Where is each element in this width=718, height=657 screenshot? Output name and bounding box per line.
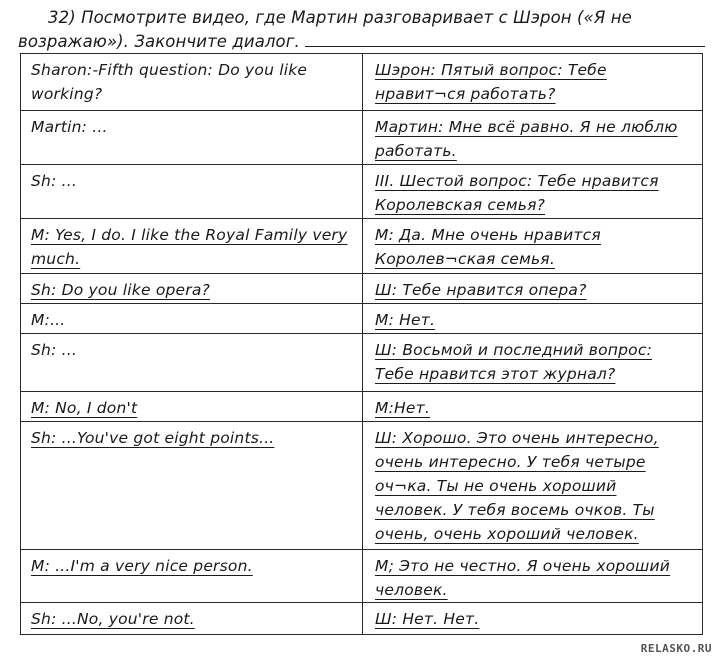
task-text: Посмотрите видео, где Мартин разговаривает с Шэрон («Я не возражаю»). Закончите диалог. (18, 8, 632, 51)
table-row (21, 165, 703, 219)
english-cell: Sharon:-Fifth question: Do you like working? (21, 54, 363, 111)
table-row (21, 422, 703, 550)
english-cell: Sh: ...No, you're not. (21, 603, 363, 635)
english-cell: M:... (21, 304, 363, 334)
russian-cell: Ш: Тебе нравится опера? (363, 274, 703, 304)
site-watermark: RELASKO.RU (640, 642, 712, 655)
english-cell: Martin: ... (21, 111, 363, 165)
english-cell: Sh: ... (21, 165, 363, 219)
english-cell: M: Yes, I do. I like the Royal Family very much. (21, 219, 363, 274)
russian-cell: Шэрон: Пятый вопрос: Тебе нравит¬ся работать? (363, 54, 703, 111)
russian-cell: Ш: Хорошо. Это очень интересно, очень интересно. У тебя четыре оч¬ка. Ты не очень хороший человек. У тебя восемь очков. Ты очень, очень хороший человек. (363, 422, 703, 550)
table-row (21, 603, 703, 635)
dialog-table (20, 53, 703, 635)
table-row (21, 392, 703, 422)
russian-cell: М: Нет. (363, 304, 703, 334)
table-row (21, 550, 703, 603)
answer-blank-line (305, 32, 705, 47)
russian-cell: М:Нет. (363, 392, 703, 422)
table-row (21, 219, 703, 274)
russian-cell: М; Это не честно. Я очень хороший человек. (363, 550, 703, 603)
english-cell: M: ...I'm a very nice person. (21, 550, 363, 603)
table-row (21, 54, 703, 111)
russian-cell: М: Да. Мне очень нравится Королев¬ская семья. (363, 219, 703, 274)
table-row (21, 334, 703, 392)
russian-cell: Ш: Восьмой и последний вопрос: Тебе нравится этот журнал? (363, 334, 703, 392)
english-cell: Sh: ...You've got eight points... (21, 422, 363, 550)
table-row (21, 304, 703, 334)
task-number: 32) (48, 8, 76, 27)
task-instruction (18, 6, 708, 54)
english-cell: Sh: Do you like opera? (21, 274, 363, 304)
english-cell: M: No, I don't (21, 392, 363, 422)
table-row (21, 274, 703, 304)
table-row (21, 111, 703, 165)
russian-cell: III. Шестой вопрос: Тебе нравится Королевская семья? (363, 165, 703, 219)
russian-cell: Ш: Нет. Нет. (363, 603, 703, 635)
russian-cell: Мартин: Мне всё равно. Я не люблю работать. (363, 111, 703, 165)
english-cell: Sh: ... (21, 334, 363, 392)
